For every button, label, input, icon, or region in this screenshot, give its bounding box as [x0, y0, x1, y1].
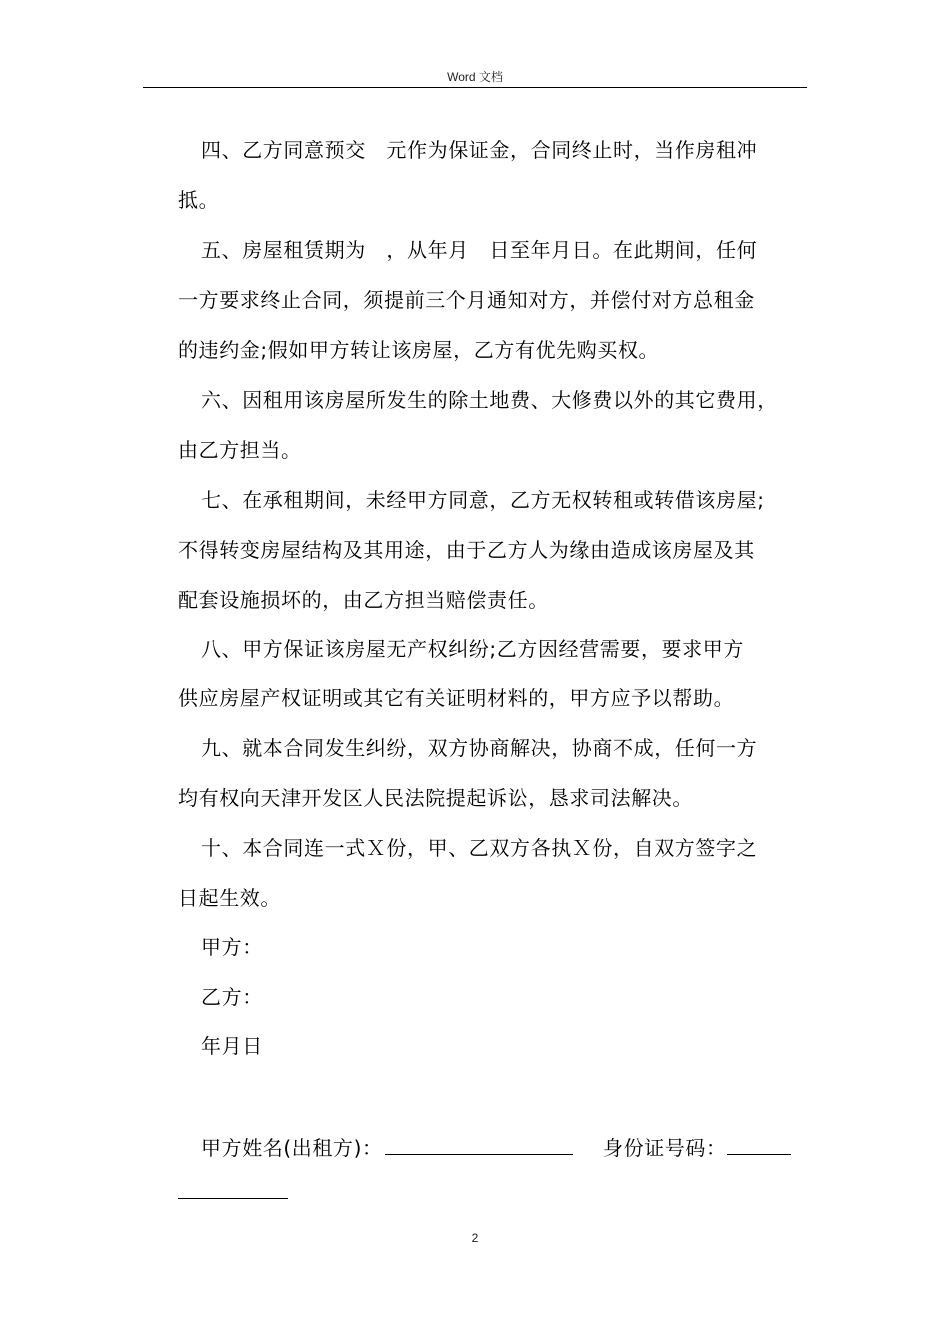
p5-line-1: 五、房屋租赁期为 ，从年月 日至年月日。在此期间，任何	[201, 238, 758, 262]
p10-line-1: 十、本合同连一式Ｘ份，甲、乙双方各执Ｘ份，自双方签字之	[201, 836, 758, 860]
p6-line-2: 由乙方担当。	[178, 438, 302, 462]
page-number: 2	[471, 1231, 479, 1245]
header-title: Word 文档	[447, 70, 503, 84]
lessor-name-blank	[385, 1134, 573, 1155]
p6-line-1: 六、因租用该房屋所发生的除土地费、大修费以外的其它费用，	[201, 388, 778, 412]
p5-line-2: 一方要求终止合同，须提前三个月通知对方，并偿付对方总租金	[178, 288, 755, 312]
party-a-label: 甲方：	[201, 935, 263, 959]
p7-line-3: 配套设施损坏的，由乙方担当赔偿责任。	[178, 588, 549, 612]
p9-line-2: 均有权向天津开发区人民法院提起诉讼，恳求司法解决。	[178, 786, 693, 810]
p9-line-1: 九、就本合同发生纠纷，双方协商解决，协商不成，任何一方	[201, 736, 758, 760]
p10-line-2: 日起生效。	[178, 886, 281, 910]
id-number-continuation	[178, 1178, 288, 1205]
p4-line-2: 抵。	[178, 188, 220, 212]
p7-line-1: 七、在承租期间，未经甲方同意，乙方无权转租或转借该房屋;	[201, 488, 765, 512]
party-b-label: 乙方：	[201, 985, 263, 1009]
p5-line-3: 的违约金;假如甲方转让该房屋，乙方有优先购买权。	[178, 338, 660, 362]
id-number-blank-continued	[178, 1178, 288, 1199]
signing-date: 年月日	[201, 1034, 263, 1058]
p4-line-1: 四、乙方同意预交 元作为保证金，合同终止时，当作房租冲	[201, 138, 758, 162]
lessor-name-label: 甲方姓名(出租方)：	[201, 1136, 383, 1160]
id-number-row	[603, 1134, 791, 1161]
id-number-label: 身份证号码：	[603, 1136, 727, 1160]
p7-line-2: 不得转变房屋结构及其用途，由于乙方人为缘由造成该房屋及其	[178, 538, 755, 562]
id-number-blank	[727, 1134, 791, 1155]
p8-line-1: 八、甲方保证该房屋无产权纠纷;乙方因经营需要，要求甲方	[201, 637, 744, 661]
header-rule	[143, 87, 807, 88]
lessor-name-row	[201, 1134, 573, 1161]
p8-line-2: 供应房屋产权证明或其它有关证明材料的，甲方应予以帮助。	[178, 686, 735, 710]
